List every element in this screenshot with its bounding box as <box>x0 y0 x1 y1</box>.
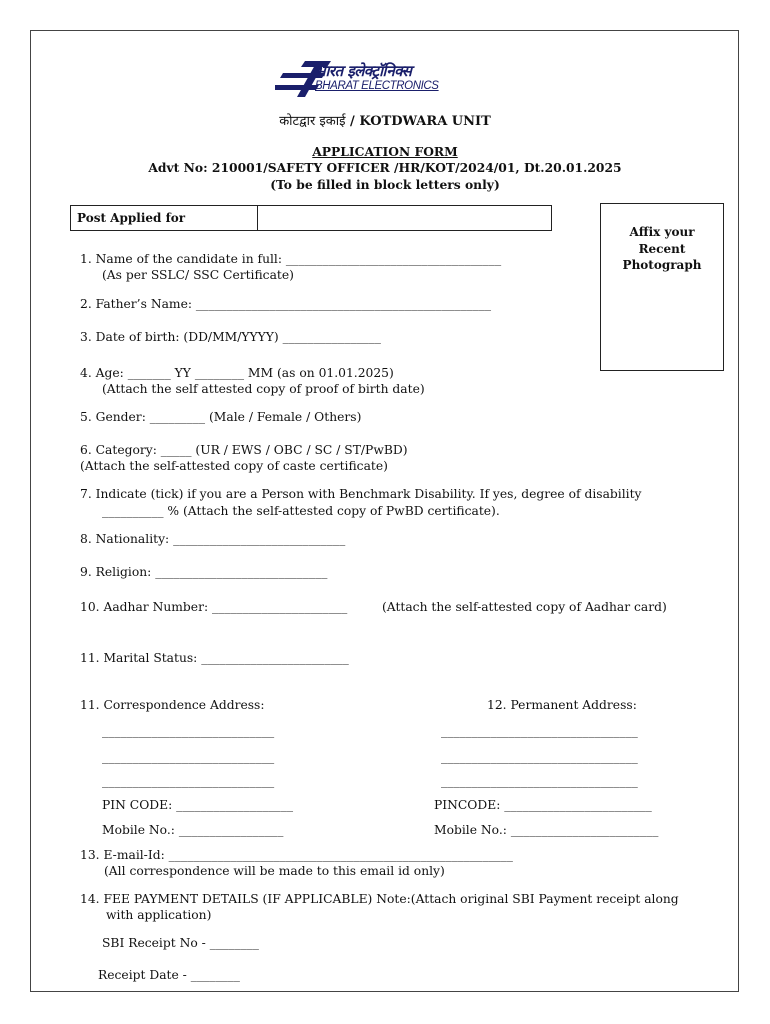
field-aadhar-note: (Attach the self-attested copy of Aadhar card) <box>382 600 667 614</box>
post-applied-divider <box>257 206 258 230</box>
photo-line-3: Photograph <box>622 258 702 272</box>
field-gender[interactable]: 5. Gender: _________ (Male / Female / Others) <box>80 410 362 424</box>
field-religion[interactable]: 9. Religion: ____________________________ <box>80 565 328 579</box>
correspondence-address-line[interactable]: ____________________________ <box>102 750 275 764</box>
block-letters-instruction: (To be filled in block letters only) <box>270 177 500 192</box>
field-aadhar[interactable]: 10. Aadhar Number: ______________________ <box>80 600 348 614</box>
field-correspondence-address-label: 11. Correspondence Address: <box>80 698 265 712</box>
photo-instruction <box>601 224 723 274</box>
permanent-address-line[interactable]: ________________________________ <box>441 724 638 738</box>
permanent-address-line[interactable]: ________________________________ <box>441 774 638 788</box>
advt-number: Advt No: 210001/SAFETY OFFICER /HR/KOT/2024/01, Dt.20.01.2025 <box>148 160 622 175</box>
field-category-note: (Attach the self-attested copy of caste certificate) <box>80 459 388 473</box>
field-dob[interactable]: 3. Date of birth: (DD/MM/YYYY) ________________ <box>80 330 381 344</box>
unit-english: / KOTDWARA UNIT <box>345 114 491 129</box>
field-category[interactable]: 6. Category: _____ (UR / EWS / OBC / SC / ST/PwBD) <box>80 443 408 457</box>
photo-box[interactable] <box>600 203 724 371</box>
field-name-note: (As per SSLC/ SSC Certificate) <box>102 268 294 282</box>
field-permanent-address-label: 12. Permanent Address: <box>487 698 637 712</box>
post-applied-field[interactable] <box>259 206 551 230</box>
field-age-note: (Attach the self attested copy of proof of birth date) <box>102 382 425 396</box>
unit-hindi: कोटद्वार इकाई <box>279 114 346 129</box>
post-applied-box <box>70 205 552 231</box>
field-email-note: (All correspondence will be made to this email id only) <box>104 864 445 878</box>
post-applied-label: Post Applied for <box>77 211 186 225</box>
permanent-mobile[interactable]: Mobile No.: ________________________ <box>434 823 659 837</box>
correspondence-pincode[interactable]: PIN CODE: ___________________ <box>102 798 293 812</box>
field-sbi-receipt-no[interactable]: SBI Receipt No - ________ <box>102 936 259 950</box>
logo-hindi-text: भारत इलेक्ट्रॉनिक्स <box>315 62 412 80</box>
field-father-name[interactable]: 2. Father’s Name: ________________________________________________ <box>80 297 492 311</box>
correspondence-address-line[interactable]: ____________________________ <box>102 774 275 788</box>
field-disability-degree[interactable]: __________ % (Attach the self-attested copy of PwBD certificate). <box>102 504 500 518</box>
field-name[interactable]: 1. Name of the candidate in full: ___________________________________ <box>80 252 502 266</box>
unit-line <box>0 114 770 129</box>
photo-line-1: Affix your <box>629 225 695 239</box>
correspondence-address-line[interactable]: ____________________________ <box>102 724 275 738</box>
field-receipt-date[interactable]: Receipt Date - ________ <box>98 968 240 982</box>
correspondence-mobile[interactable]: Mobile No.: _________________ <box>102 823 284 837</box>
form-title: APPLICATION FORM <box>312 144 458 159</box>
field-email[interactable]: 13. E-mail-Id: ________________________________________________________ <box>80 848 513 862</box>
field-marital-status[interactable]: 11. Marital Status: ________________________ <box>80 651 349 665</box>
photo-line-2: Recent <box>638 241 686 256</box>
field-nationality[interactable]: 8. Nationality: ____________________________ <box>80 532 346 546</box>
field-disability[interactable]: 7. Indicate (tick) if you are a Person with Benchmark Disability. If yes, degree of disability <box>80 487 642 501</box>
bel-logo <box>275 57 475 103</box>
field-fee-payment: 14. FEE PAYMENT DETAILS (IF APPLICABLE) Note:(Attach original SBI Payment receipt along <box>80 892 679 906</box>
permanent-pincode[interactable]: PINCODE: ________________________ <box>434 798 652 812</box>
field-age[interactable]: 4. Age: _______ YY ________ MM (as on 01.01.2025) <box>80 366 394 380</box>
permanent-address-line[interactable]: ________________________________ <box>441 750 638 764</box>
logo-english-text: BHARAT ELECTRONICS <box>315 80 439 92</box>
field-fee-payment-note: with application) <box>106 908 212 922</box>
